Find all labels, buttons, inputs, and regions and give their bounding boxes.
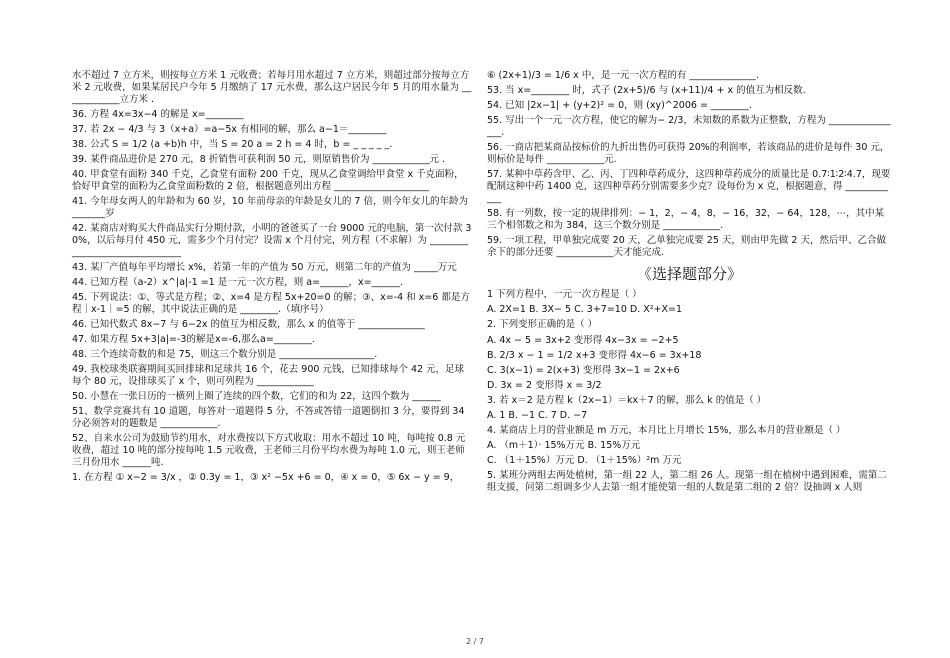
question-49: 49. 我校球类联赛期间买回排球和足球共 16 个，花去 900 元钱，已知排球每个 42 元，足球每个 80 元，设排球买了 x 个，则可列程为 ____________ <box>72 364 465 387</box>
question-46: 46. 已知代数式 8x−7 与 6−2x 的值互为相反数，那么 x 的值等于 ______________ <box>72 318 425 330</box>
choice-q3: 3. 若 x＝2 是方程 k（2x−1）＝kx＋7 的解，那么 k 的值是（ ） <box>487 394 767 406</box>
question-38: 38. 公式 S = 1/2 (a +b)h 中，当 S = 20 a = 2 h = 4 时，b = _ _ _ _ _. <box>72 138 393 150</box>
left-column <box>72 70 472 487</box>
choice-q3-options: A. 1 B. −1 C. 7 D. −7 <box>487 409 588 421</box>
question-45: 45. 下列说法：①、等式是方程；②、x=4 是方程 5x+20=0 的解；③、x=-4 和 x=6 都是方程｜x-1｜=5 的解，其中说法正确的是 ________.（填序号） <box>72 291 470 315</box>
question-57: 57. 某种中草药含甲、乙、丙、丁四种草药成分，这四种草药成分的质量比是 0.7∶1∶2∶4.7，现要配制这种中药 1400 克，这四种草药分别需要多少克？设每份为 x 克，根据题意，得 ____________ <box>487 169 891 204</box>
question-59: 59. 一项工程，甲单独完成要 20 天，乙单独完成要 25 天，则由甲先做 2 天，然后甲、乙合做余下的部分还要 ____________天才能完成. <box>487 234 886 258</box>
question-48: 48. 三个连续奇数的和是 75，则这三个数分别是 ____________________. <box>72 348 378 360</box>
page-number: 2 / 7 <box>466 637 484 646</box>
choice-q2: 2. 下列变形正确的是（ ） <box>487 319 598 331</box>
question-1-cont: ⑥ (2x+1)/3 = 1/6 x 中，是一元一次方程的有 ______________. <box>487 70 759 81</box>
question-53: 53. 当 x=________ 时，式子 (2x+5)/6 与 (x+11)/4 + x 的值互为相反数. <box>487 85 806 97</box>
choice-q4-options-ab: A. （m＋1）· 15%万元 B. 15%万元 <box>487 439 641 451</box>
question-50: 50. 小慧在一张日历的一横列上圈了连续的四个数，它们的和为 22，这四个数为 ______ <box>72 390 441 402</box>
question-36: 36. 方程 4x=3x−4 的解是 x=________ <box>72 108 244 120</box>
question-47: 47. 如果方程 5x+3|a|=-3的解是x=-6,那么a=________. <box>72 333 315 345</box>
choice-q2-option-a: A. 4x − 5 = 3x+2 变形得 4x−3x = −2+5 <box>487 334 679 346</box>
question-43: 43. 某厂产值每年平均增长 x%，若第一年的产值为 50 万元，则第二年的产值为 _____万元 <box>72 261 457 273</box>
question-58: 58. 有一列数，按一定的规律排列：− 1，2，− 4，8，− 16，32，− 64，128，⋯，其中某三个相邻数之和为 384，这三个数分别是 ____________. <box>487 207 885 231</box>
choice-q5: 5. 某班分两组去两处植树，第一组 22 人，第二组 26 人。现第一组在植树中遇到困难，需第二组支援，问第二组调多少人去第一组才能使第一组的人数是第二组的 2 倍？设抽调 x 人则 <box>487 470 887 493</box>
question-56: 56. 一商店把某商品按标价的九折出售仍可获得 20%的利润率，若该商品的进价是每件 30 元，则标价是每件 ____________元. <box>487 142 890 165</box>
choice-q4: 4. 某商店上月的营业额是 m 万元，本月比上月增长 15%，那么本月的营业额是（ ） <box>487 424 846 436</box>
question-54: 54. 已知 |2x−1| + (y+2)² = 0，则 (xy)^2006 = ________. <box>487 100 752 112</box>
choice-q2-option-b: B. 2/3 x − 1 = 1/2 x+3 变形得 4x−6 = 3x+18 <box>487 349 702 361</box>
question-42: 42. 某商店对购买大件商品实行分期付款，小明的爸爸买了一台 9000 元的电脑，第一次付款 30%，以后每月付 450 元，需多少个月付完？设需 x 个月付完，列方程（不求解）为 _______________________________ <box>72 222 472 258</box>
right-column <box>487 70 892 497</box>
question-39: 39. 某件商品进价是 270 元，8 折销售可获利润 50 元，则原销售价为 ____________元 . <box>72 154 446 165</box>
question-41: 41. 今年母女两人的年龄和为 60 岁，10 年前母亲的年龄是女儿的 7 倍，则今年女儿的年龄为_______岁 <box>72 196 468 219</box>
choice-q2-option-d: D. 3x = 2 变形得 x = 3/2 <box>487 379 602 391</box>
question-55: 55. 写出一个一元一次方程，使它的解为− 2/3，未知数的系数为正整数，方程为 ________________. <box>487 115 891 139</box>
question-52: 52、自来水公司为鼓励节约用水，对水费按以下方式收取：用水不超过 10 吨，每吨按 0.8 元收费，超过 10 吨的部分按每吨 1.5 元收费，王老师三月份平均水费为每吨 1.0 元，则王老师三月份用水 ______吨. <box>72 432 466 468</box>
choice-q1: 1 下列方程中，一元一次方程是（ ） <box>487 289 642 301</box>
question-37: 37. 若 2x − 4/3 与 3（x+a）=a−5x 有相同的解，那么 a−1＝________ <box>72 123 387 135</box>
choice-section-title: 《选择题部分》 <box>636 264 742 283</box>
question-51: 51、数学竞赛共有 10 道题，每答对一道题得 5 分，不答或答错一道题倒扣 3 分，要得到 34 分必须答对的题数是 ____________. <box>72 406 465 429</box>
question-44: 44. 已知方程（a-2）x^|a|-1 =1 是一元一次方程，则 a=______，x=______. <box>72 276 404 288</box>
question-1-equations: 1. 在方程 ① x−2 = 3/x ，② 0.3y = 1，③ x² −5x +6 = 0，④ x = 0，⑤ 6x − y = 9， <box>72 471 460 483</box>
choice-q4-options-cd: C. （1＋15%）万元 D. （1＋15%）²m 万元 <box>487 455 682 466</box>
choice-q1-options: A. 2X=1 B. 3X− 5 C. 3+7=10 D. X²+X=1 <box>487 304 683 316</box>
question-40: 40. 甲食堂有面粉 340 千克，乙食堂有面粉 200 千克，现从乙食堂调给甲食堂 x 千克面粉，恰好甲食堂的面粉为乙食堂面粉数的 2 倍，根据题意列出方程 ____________________ <box>72 169 464 192</box>
choice-q2-option-c: C. 3(x−1) = 2(x+3) 变形得 3x−1 = 2x+6 <box>487 364 680 376</box>
question-35-cont: 水不超过 7 立方米，则按每立方米 1 元收费；若每月用水超过 7 立方米，则超过部分按每立方米 2 元收费，如果某居民户今年 5 月缴纳了 17 元水费，那么这户居民今年 5 月的用水量为 ____________立方米 . <box>72 70 472 105</box>
